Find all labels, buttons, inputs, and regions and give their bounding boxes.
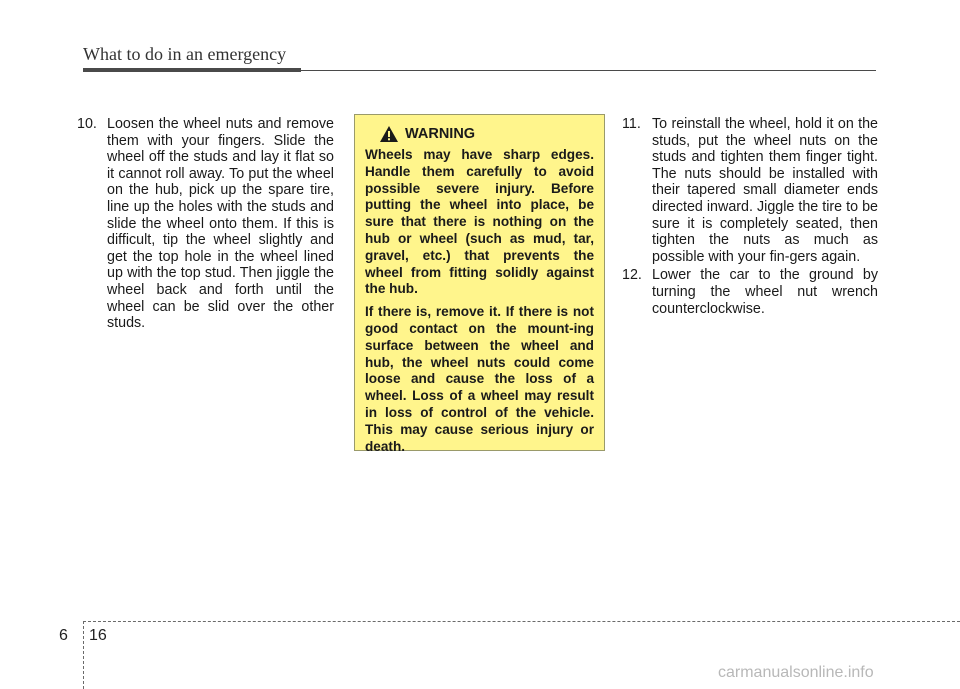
page-header-title: What to do in an emergency [83,44,287,64]
section-number: 6 [59,627,68,644]
header-rule-thin [301,70,876,71]
left-column [77,116,334,334]
step-11 [622,116,878,265]
footer-rule [83,621,960,622]
page-number: 16 [89,627,107,644]
header-rule-thick [83,68,301,72]
step-text: Loosen the wheel nuts and remove them with your fingers. Slide the wheel off the studs and lay it flat so it cannot roll away. To put the wheel on the hub, pick up the spare tire, line up the holes with the studs and slide the wheel onto them. If this is difficult, tip the wheel slightly and get the top hole in the wheel lined up with the top stud. Then jiggle the wheel back and forth until the wheel can be slid over the other studs. [107,116,334,332]
step-number: 11. [622,116,641,132]
watermark-text: carmanualsonline.info [718,664,874,681]
right-column [622,116,878,319]
step-text: Lower the car to the ground by turning the wheel nut wrench counterclockwise. [652,267,878,317]
step-number: 10. [77,116,97,132]
footer-vertical-rule [83,621,84,689]
warning-triangle-icon [379,125,399,143]
warning-paragraph: Wheels may have sharp edges. Handle them carefully to avoid possible severe injury. Before putting the wheel into place, be sure that there is nothing on the hub or wheel (such as mud, tar, gravel, etc.) that prevents the wheel from fitting solidly against the hub. [365,147,594,297]
step-number: 12. [622,267,642,284]
warning-paragraph: If there is, remove it. If there is not good contact on the mount-ing surface between the wheel and hub, the wheel nuts could come loose and cause the loss of a wheel. Loss of a wheel may result in loss of control of the vehicle. This may cause serious injury or death. [365,304,594,454]
warning-title: WARNING [405,126,476,142]
step-12 [622,267,878,317]
warning-box [354,114,605,454]
step-10 [77,116,334,332]
warning-heading [365,125,594,143]
step-text: To reinstall the wheel, hold it on the studs, put the wheel nuts on the studs and tighten them finger tight. The nuts should be installed with their tapered small diameter ends directed inward. Jiggle the tire to be sure it is completely seated, then tighten the nuts as much as possible with your fin-gers again. [652,116,878,265]
